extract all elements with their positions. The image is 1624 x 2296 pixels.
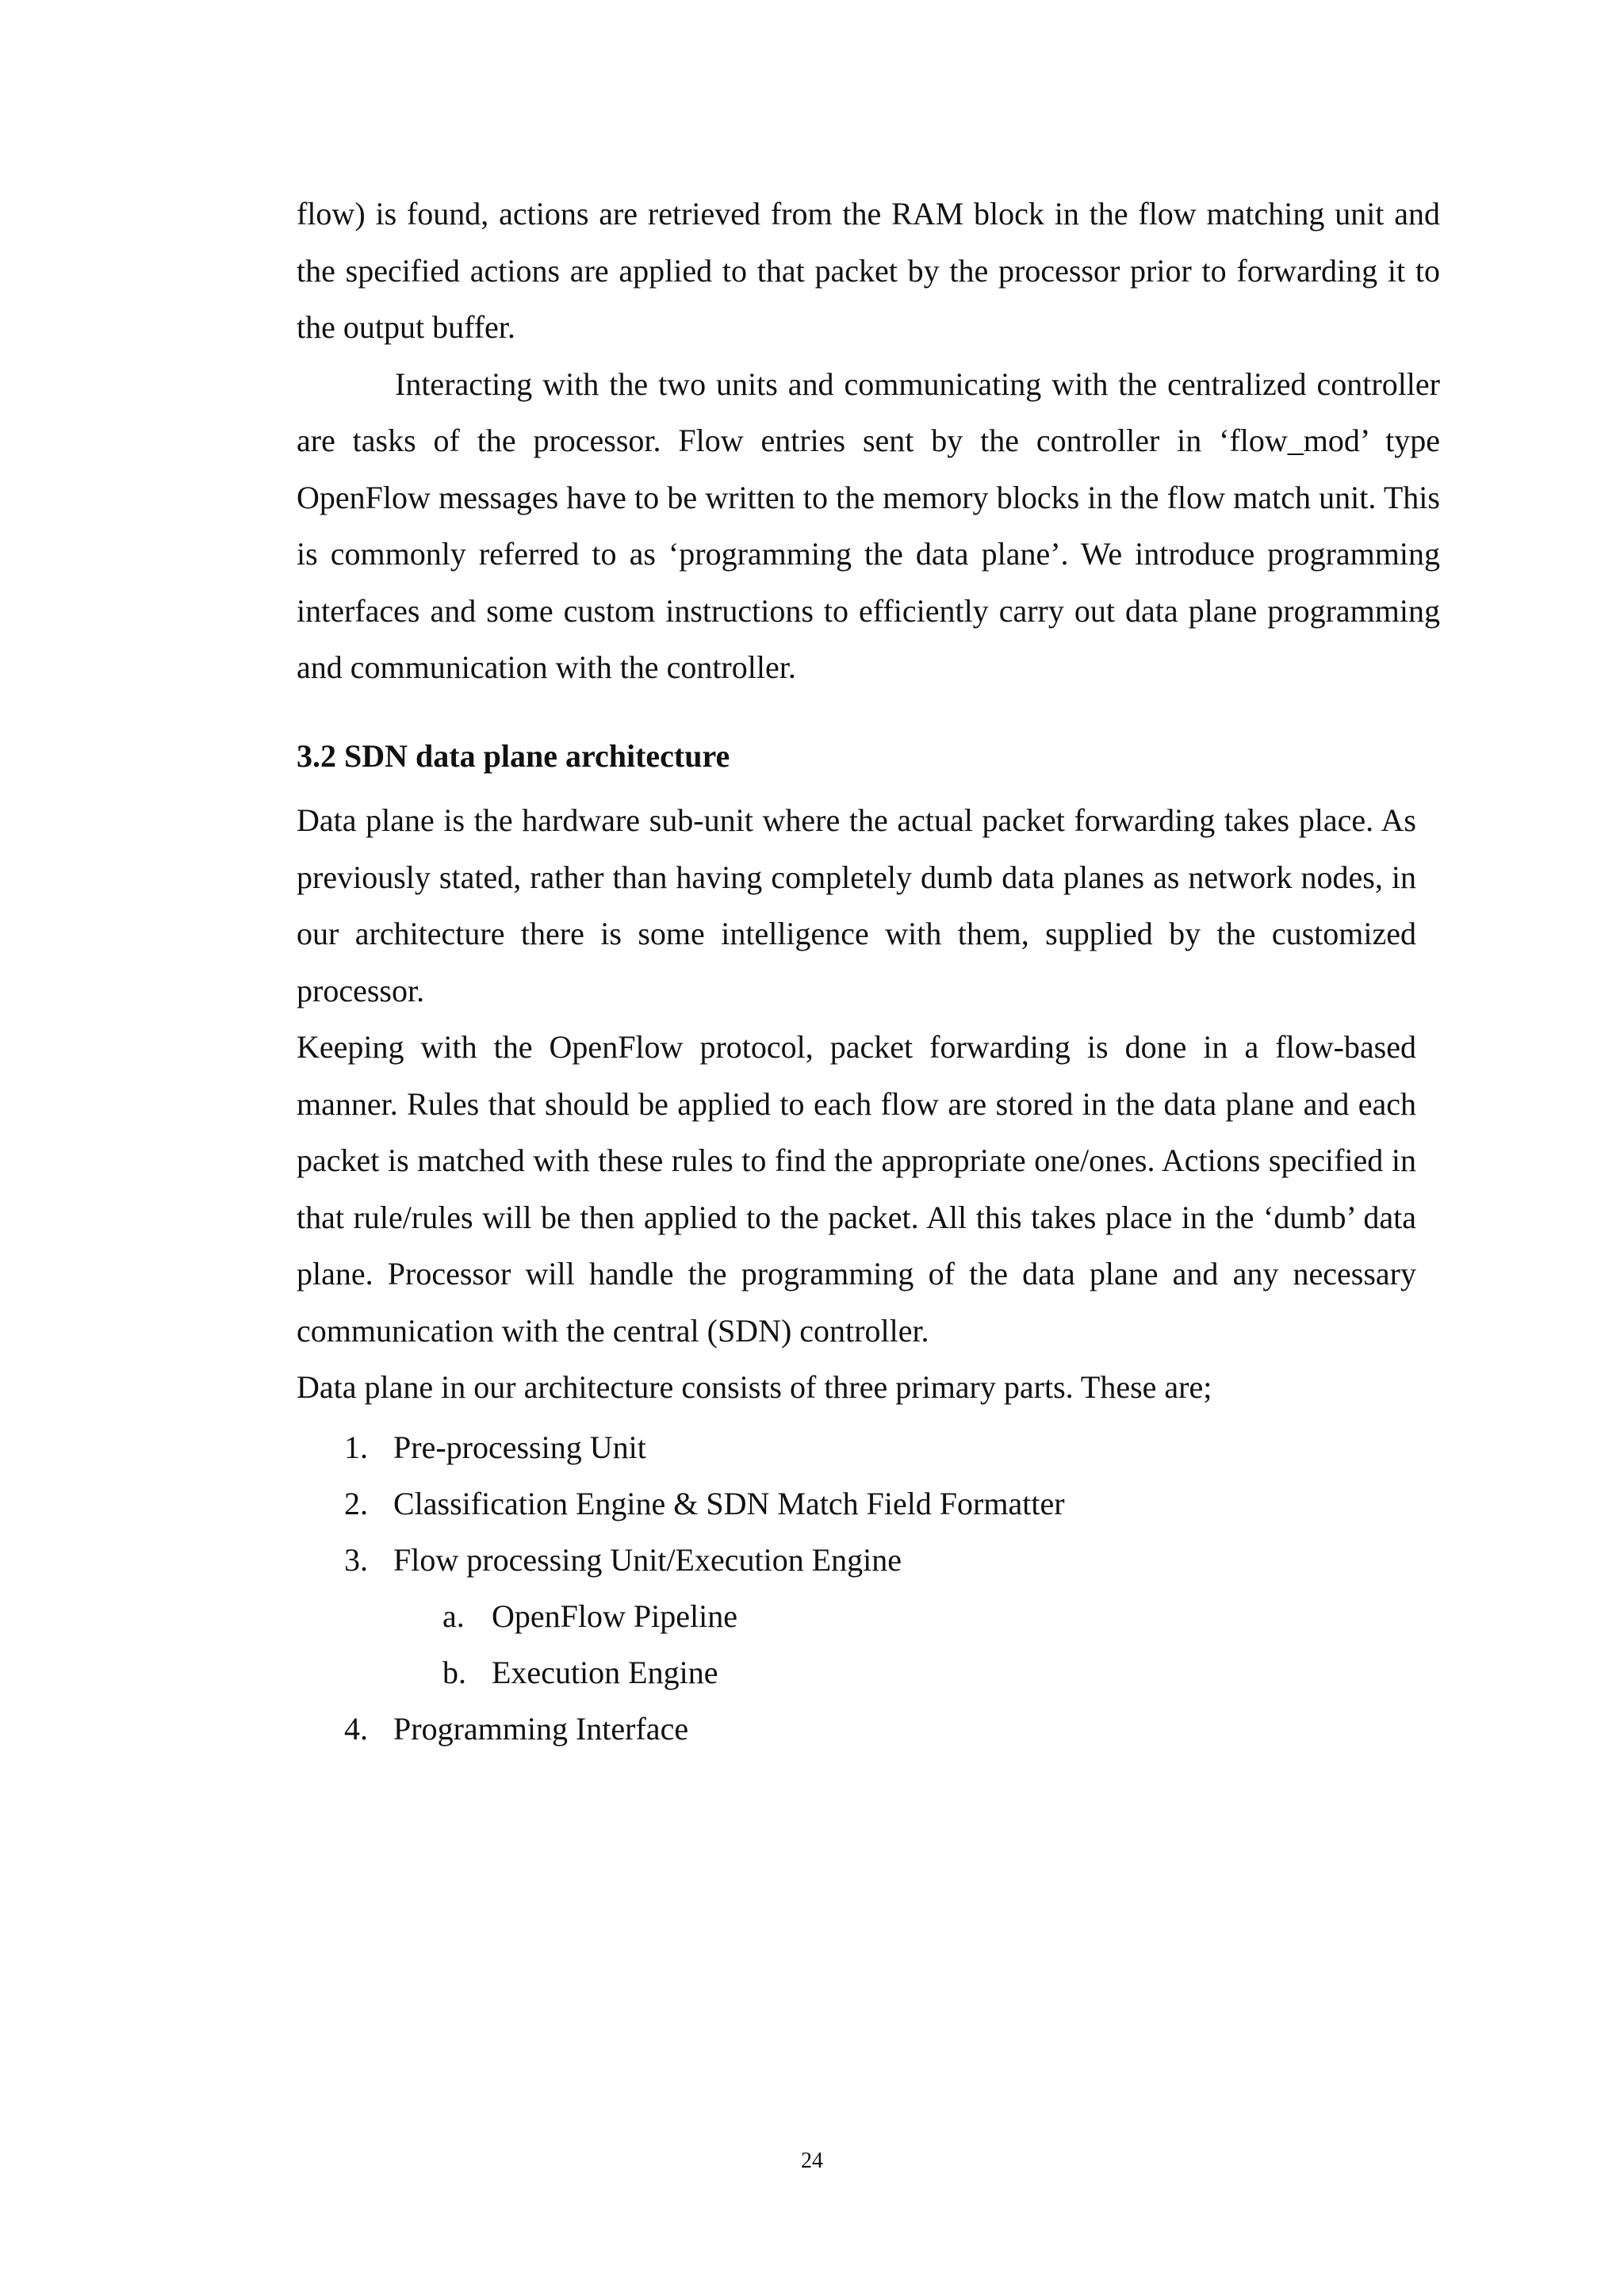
list-item-text: Programming Interface [393, 1711, 689, 1747]
list-marker: 1. [344, 1429, 368, 1465]
paragraph-data-plane-definition: Data plane is the hardware sub-unit where the actual packet forwarding takes place. As previously stated, rather than having completely dumb data planes as network nodes, in our architecture there is some intelligence with them, supplied by the customized processor. [297, 802, 1416, 1008]
paragraph-flow-based-forwarding: Keeping with the OpenFlow protocol, packet forwarding is done in a flow-based manner. Rules that should be applied to each flow are stored in the data plane and each packet is matched with these rules to find the appropriate one/ones. Actions specified in that rule/rules will be then applied to the packet. All this takes place in the ‘dumb’ data plane. Processor will handle the programming of the data plane and any necessary communication with the central (SDN) controller. [297, 1029, 1416, 1349]
sublist-marker: a. [442, 1598, 465, 1634]
sublist-marker: b. [442, 1655, 466, 1690]
paragraph-primary-parts-intro: Data plane in our architecture consists of three primary parts. These are; [297, 1369, 1212, 1405]
sublist-item-text: OpenFlow Pipeline [492, 1598, 737, 1634]
intro-text-block [297, 186, 1440, 696]
paragraph-continuation: flow) is found, actions are retrieved from the RAM block in the flow matching unit and the specified actions are applied to that packet by the processor prior to forwarding it to the output buffer. [297, 196, 1440, 345]
section-text-block [297, 792, 1416, 1416]
paragraph-processor-tasks: Interacting with the two units and communicating with the centralized controller are tasks of the processor. Flow entries sent by the controller in ‘flow_mod’ type OpenFlow messages have to be written to the memory blocks in the flow match unit. This is commonly referred to as ‘programming the data plane’. We introduce programming interfaces and some custom instructions to efficiently carry out data plane programming and communication with the controller. [297, 365, 1440, 685]
list-item-text: Pre-processing Unit [393, 1429, 646, 1465]
section-heading: 3.2 SDN data plane architecture [297, 738, 730, 774]
sublist-item-text: Execution Engine [492, 1655, 718, 1690]
list-marker: 2. [344, 1486, 368, 1521]
list-item-text: Classification Engine & SDN Match Field Formatter [393, 1486, 1065, 1521]
page-number: 24 [801, 2149, 823, 2173]
list-marker: 4. [344, 1711, 368, 1747]
list-marker: 3. [344, 1542, 368, 1578]
list-item-text: Flow processing Unit/Execution Engine [393, 1542, 902, 1578]
